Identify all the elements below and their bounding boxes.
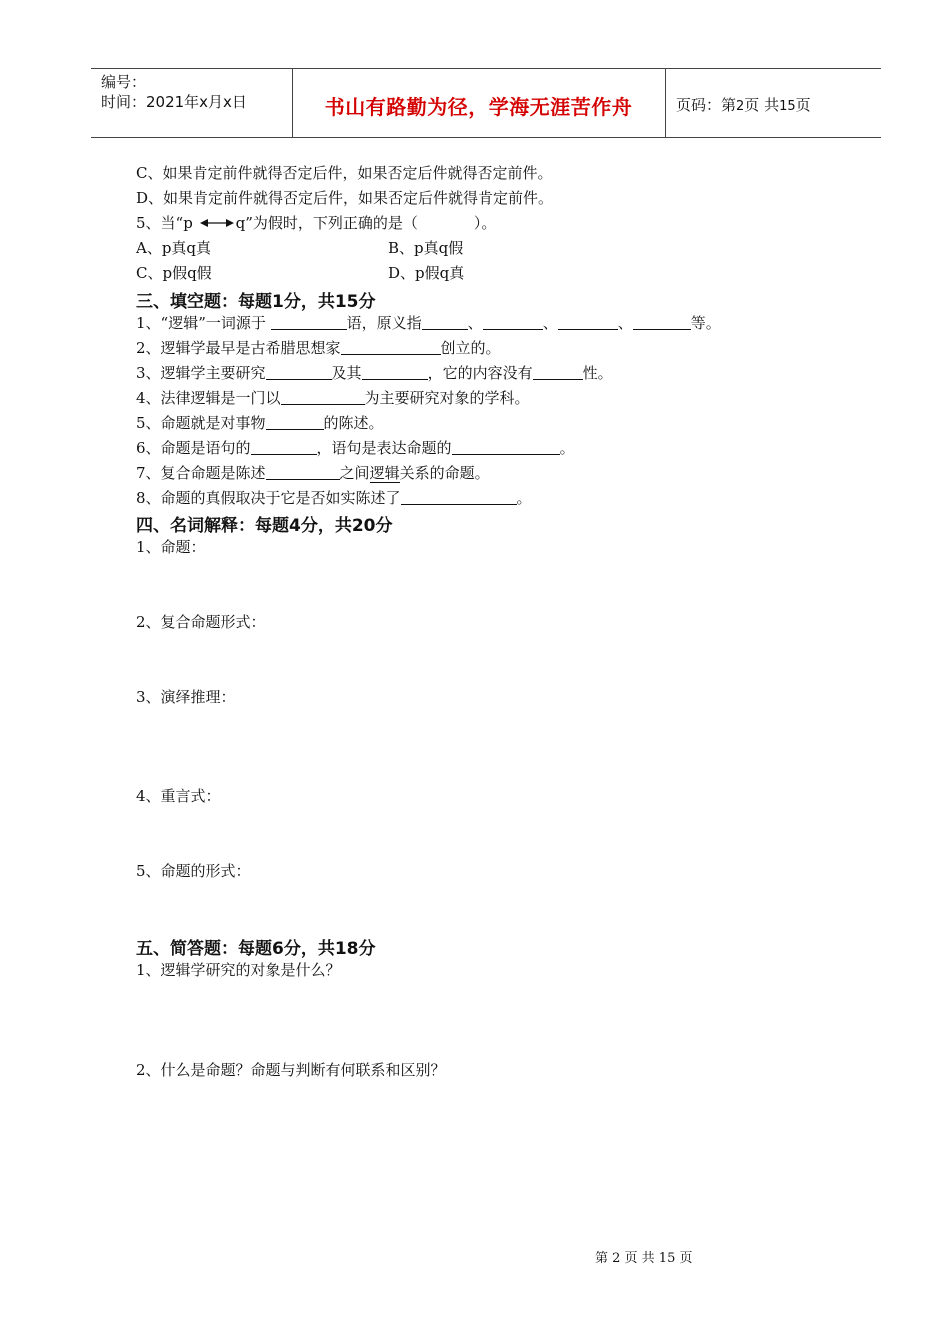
q5-stem-c: ）。 bbox=[473, 214, 497, 232]
page-indicator bbox=[676, 94, 811, 115]
number-label: 编号： bbox=[101, 73, 147, 91]
term-item-2: 2、复合命题形式： bbox=[136, 613, 266, 631]
fill-item-3: 3、逻辑学主要研究 及其 ，它的内容没有 性。 bbox=[136, 364, 613, 382]
page-total: 15 bbox=[779, 99, 796, 114]
blank[interactable] bbox=[362, 365, 428, 380]
double-arrow-icon bbox=[198, 216, 236, 230]
page-label: 页码：第 bbox=[676, 96, 737, 114]
blank[interactable] bbox=[266, 365, 332, 380]
fill-item-6: 6、命题是语句的 ，语句是表达命题的 。 bbox=[136, 439, 575, 457]
blank[interactable] bbox=[452, 440, 560, 455]
q5-option-a: A、p真q真 bbox=[136, 239, 212, 257]
q5-stem-a: 5、当“p bbox=[136, 214, 193, 232]
page-mid: 页 共 bbox=[744, 96, 780, 114]
blank[interactable] bbox=[281, 390, 365, 405]
header-page-cell bbox=[666, 69, 881, 137]
section4-title: 四、名词解释：每题4分，共20分 bbox=[136, 516, 393, 536]
fill-item-7: 7、复合命题是陈述 之间逻辑关系的命题。 bbox=[136, 464, 490, 482]
term-item-3: 3、演绎推理： bbox=[136, 688, 236, 706]
q5-stem-b: q”为假时，下列正确的是（ bbox=[235, 214, 418, 232]
q5-option-b: B、p真q假 bbox=[388, 239, 464, 257]
term-item-1: 1、命题： bbox=[136, 538, 206, 556]
header-motto-cell bbox=[292, 69, 666, 137]
blank[interactable] bbox=[558, 315, 618, 330]
page-number: 2 bbox=[736, 99, 745, 114]
prev-option-c: C、如果肯定前件就得否定后件，如果否定后件就得否定前件。 bbox=[136, 164, 553, 182]
term-item-4: 4、重言式： bbox=[136, 787, 221, 805]
blank[interactable] bbox=[533, 365, 583, 380]
header-table bbox=[91, 68, 881, 138]
header-info-cell bbox=[91, 69, 293, 137]
blank[interactable] bbox=[341, 340, 441, 355]
blank[interactable] bbox=[422, 315, 468, 330]
blank[interactable] bbox=[483, 315, 543, 330]
fill-item-5: 5、命题就是对事物 的陈述。 bbox=[136, 414, 384, 432]
fill-item-2: 2、逻辑学最早是古希腊思想家 创立的。 bbox=[136, 339, 501, 357]
time-label: 时间：2021年x月x日 bbox=[101, 93, 247, 111]
q5-option-d: D、p假q真 bbox=[388, 264, 465, 282]
q5-stem bbox=[136, 214, 496, 232]
underlined-term: 逻辑 bbox=[369, 464, 400, 482]
term-item-5: 5、命题的形式： bbox=[136, 862, 251, 880]
motto: 书山有路勤为径，学海无涯苦作舟 bbox=[324, 95, 633, 119]
blank[interactable] bbox=[401, 490, 517, 505]
section3-title: 三、填空题：每题1分，共15分 bbox=[136, 292, 376, 312]
page-end: 页 bbox=[795, 96, 811, 114]
q5-option-c: C、p假q假 bbox=[136, 264, 212, 282]
fill-item-8: 8、命题的真假取决于它是否如实陈述了 。 bbox=[136, 489, 532, 507]
blank[interactable] bbox=[633, 315, 691, 330]
fill-item-1: 1、“逻辑”一词源于 语，原义指 、 、 、 等。 bbox=[136, 314, 721, 332]
blank[interactable] bbox=[251, 440, 317, 455]
fill-item-4: 4、法律逻辑是一门以 为主要研究对象的学科。 bbox=[136, 389, 530, 407]
page-footer: 第 2 页 共 15 页 bbox=[595, 1251, 693, 1266]
section5-title: 五、简答题：每题6分，共18分 bbox=[136, 939, 376, 959]
short-answer-1: 1、逻辑学研究的对象是什么？ bbox=[136, 961, 341, 979]
blank[interactable] bbox=[266, 415, 324, 430]
prev-option-d: D、如果肯定前件就得否定后件，如果否定后件就得肯定前件。 bbox=[136, 189, 554, 207]
blank[interactable] bbox=[271, 315, 347, 330]
short-answer-2: 2、什么是命题？命题与判断有何联系和区别？ bbox=[136, 1061, 446, 1079]
blank[interactable] bbox=[266, 465, 340, 480]
